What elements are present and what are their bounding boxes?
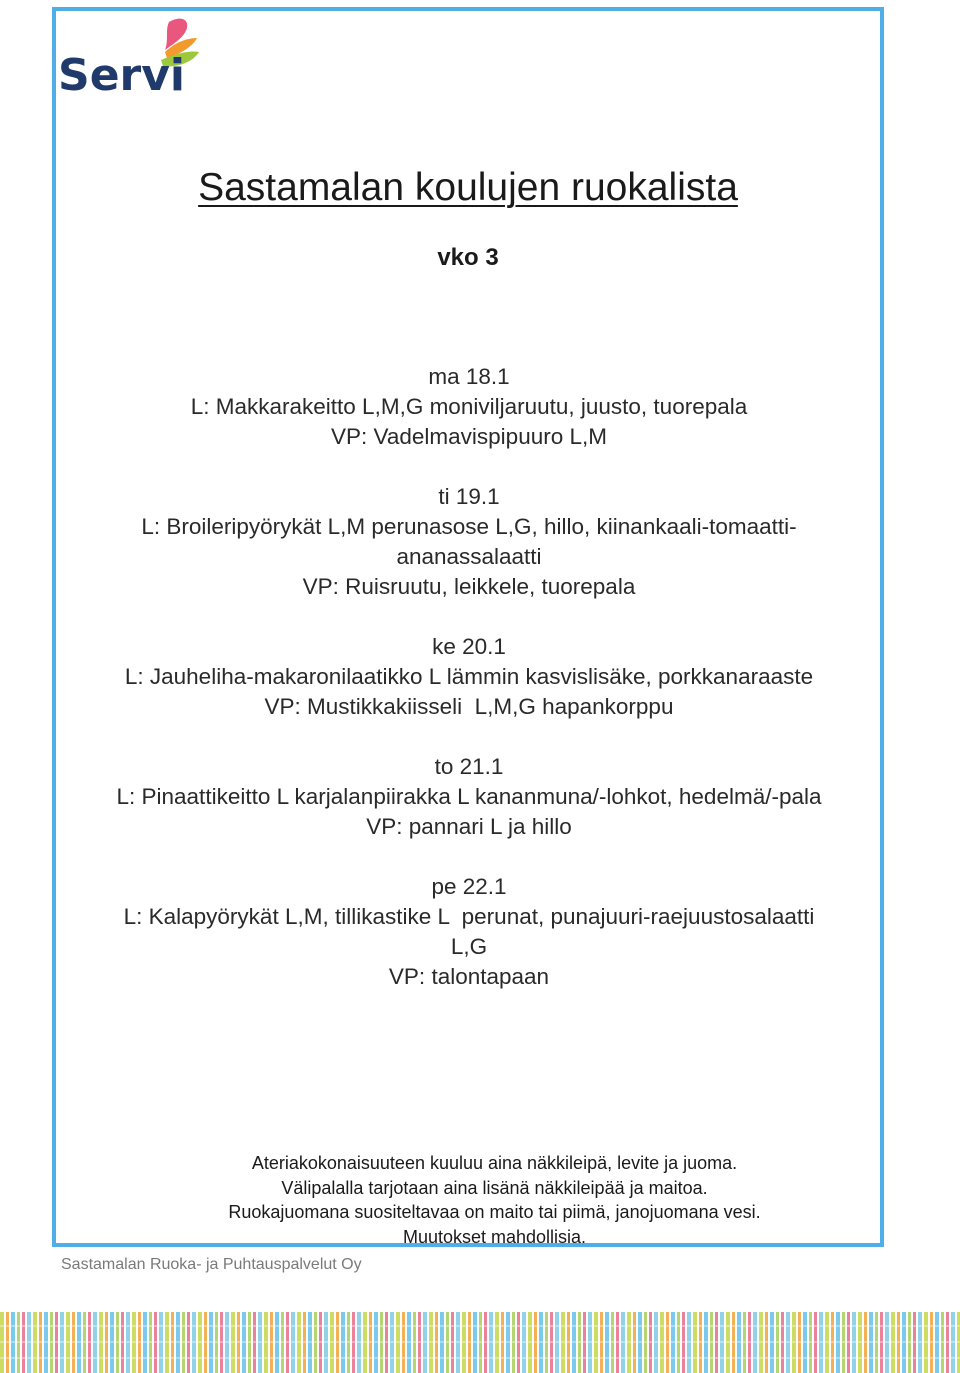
snack-line: VP: pannari L ja hillo bbox=[366, 814, 572, 839]
lunch-line-continued: ananassalaatti bbox=[396, 544, 542, 569]
day-tuesday bbox=[64, 482, 874, 602]
decorative-stripe-band bbox=[0, 1312, 960, 1373]
lunch-line: L: Broileripyörykät L,M perunasose L,G, hillo, kiinankaali-tomaatti- bbox=[141, 514, 797, 539]
servi-logo bbox=[57, 14, 207, 98]
day-date: ke 20.1 bbox=[432, 634, 506, 659]
day-date: pe 22.1 bbox=[431, 874, 507, 899]
day-monday bbox=[64, 362, 874, 452]
snack-line: VP: Mustikkakiisseli L,M,G hapankorppu bbox=[264, 694, 674, 719]
day-friday bbox=[64, 872, 874, 992]
page-title: Sastamalan koulujen ruokalista bbox=[198, 166, 738, 209]
snack-line: VP: talontapaan bbox=[388, 964, 550, 989]
day-date: ti 19.1 bbox=[438, 484, 500, 509]
snack-line: VP: Vadelmavispipuuro L,M bbox=[331, 424, 607, 449]
day-date: to 21.1 bbox=[434, 754, 504, 779]
meal-footnote bbox=[52, 1151, 937, 1249]
week-label: vko 3 bbox=[437, 244, 499, 271]
logo-text: Servi bbox=[58, 50, 185, 98]
lunch-line: L: Pinaattikeitto L karjalanpiirakka L kananmuna/-lohkot, hedelmä/-pala bbox=[116, 784, 822, 809]
lunch-line: L: Kalapyörykät L,M, tillikastike L perunat, punajuuri-raejuustosalaatti bbox=[123, 904, 815, 929]
weekly-menu bbox=[64, 362, 874, 1022]
footnote-line: Muutokset mahdollisia. bbox=[402, 1226, 587, 1247]
company-name: Sastamalan Ruoka- ja Puhtauspalvelut Oy bbox=[61, 1256, 362, 1273]
footnote-line: Ruokajuomana suositeltavaa on maito tai piimä, janojuomana vesi. bbox=[228, 1202, 761, 1222]
day-date: ma 18.1 bbox=[428, 364, 510, 389]
lunch-line-continued: L,G bbox=[450, 934, 488, 959]
day-thursday bbox=[64, 752, 874, 842]
snack-line: VP: Ruisruutu, leikkele, tuorepala bbox=[302, 574, 636, 599]
footnote-line: Välipalalla tarjotaan aina lisänä näkkileipää ja maitoa. bbox=[281, 1177, 708, 1198]
lunch-line: L: Makkarakeitto L,M,G moniviljaruutu, juusto, tuorepala bbox=[190, 394, 748, 419]
footnote-line: Ateriakokonaisuuteen kuuluu aina näkkileipä, levite ja juoma. bbox=[251, 1153, 738, 1173]
day-wednesday bbox=[64, 632, 874, 722]
lunch-line: L: Jauheliha-makaronilaatikko L lämmin kasvislisäke, porkkanaraaste bbox=[124, 664, 814, 689]
